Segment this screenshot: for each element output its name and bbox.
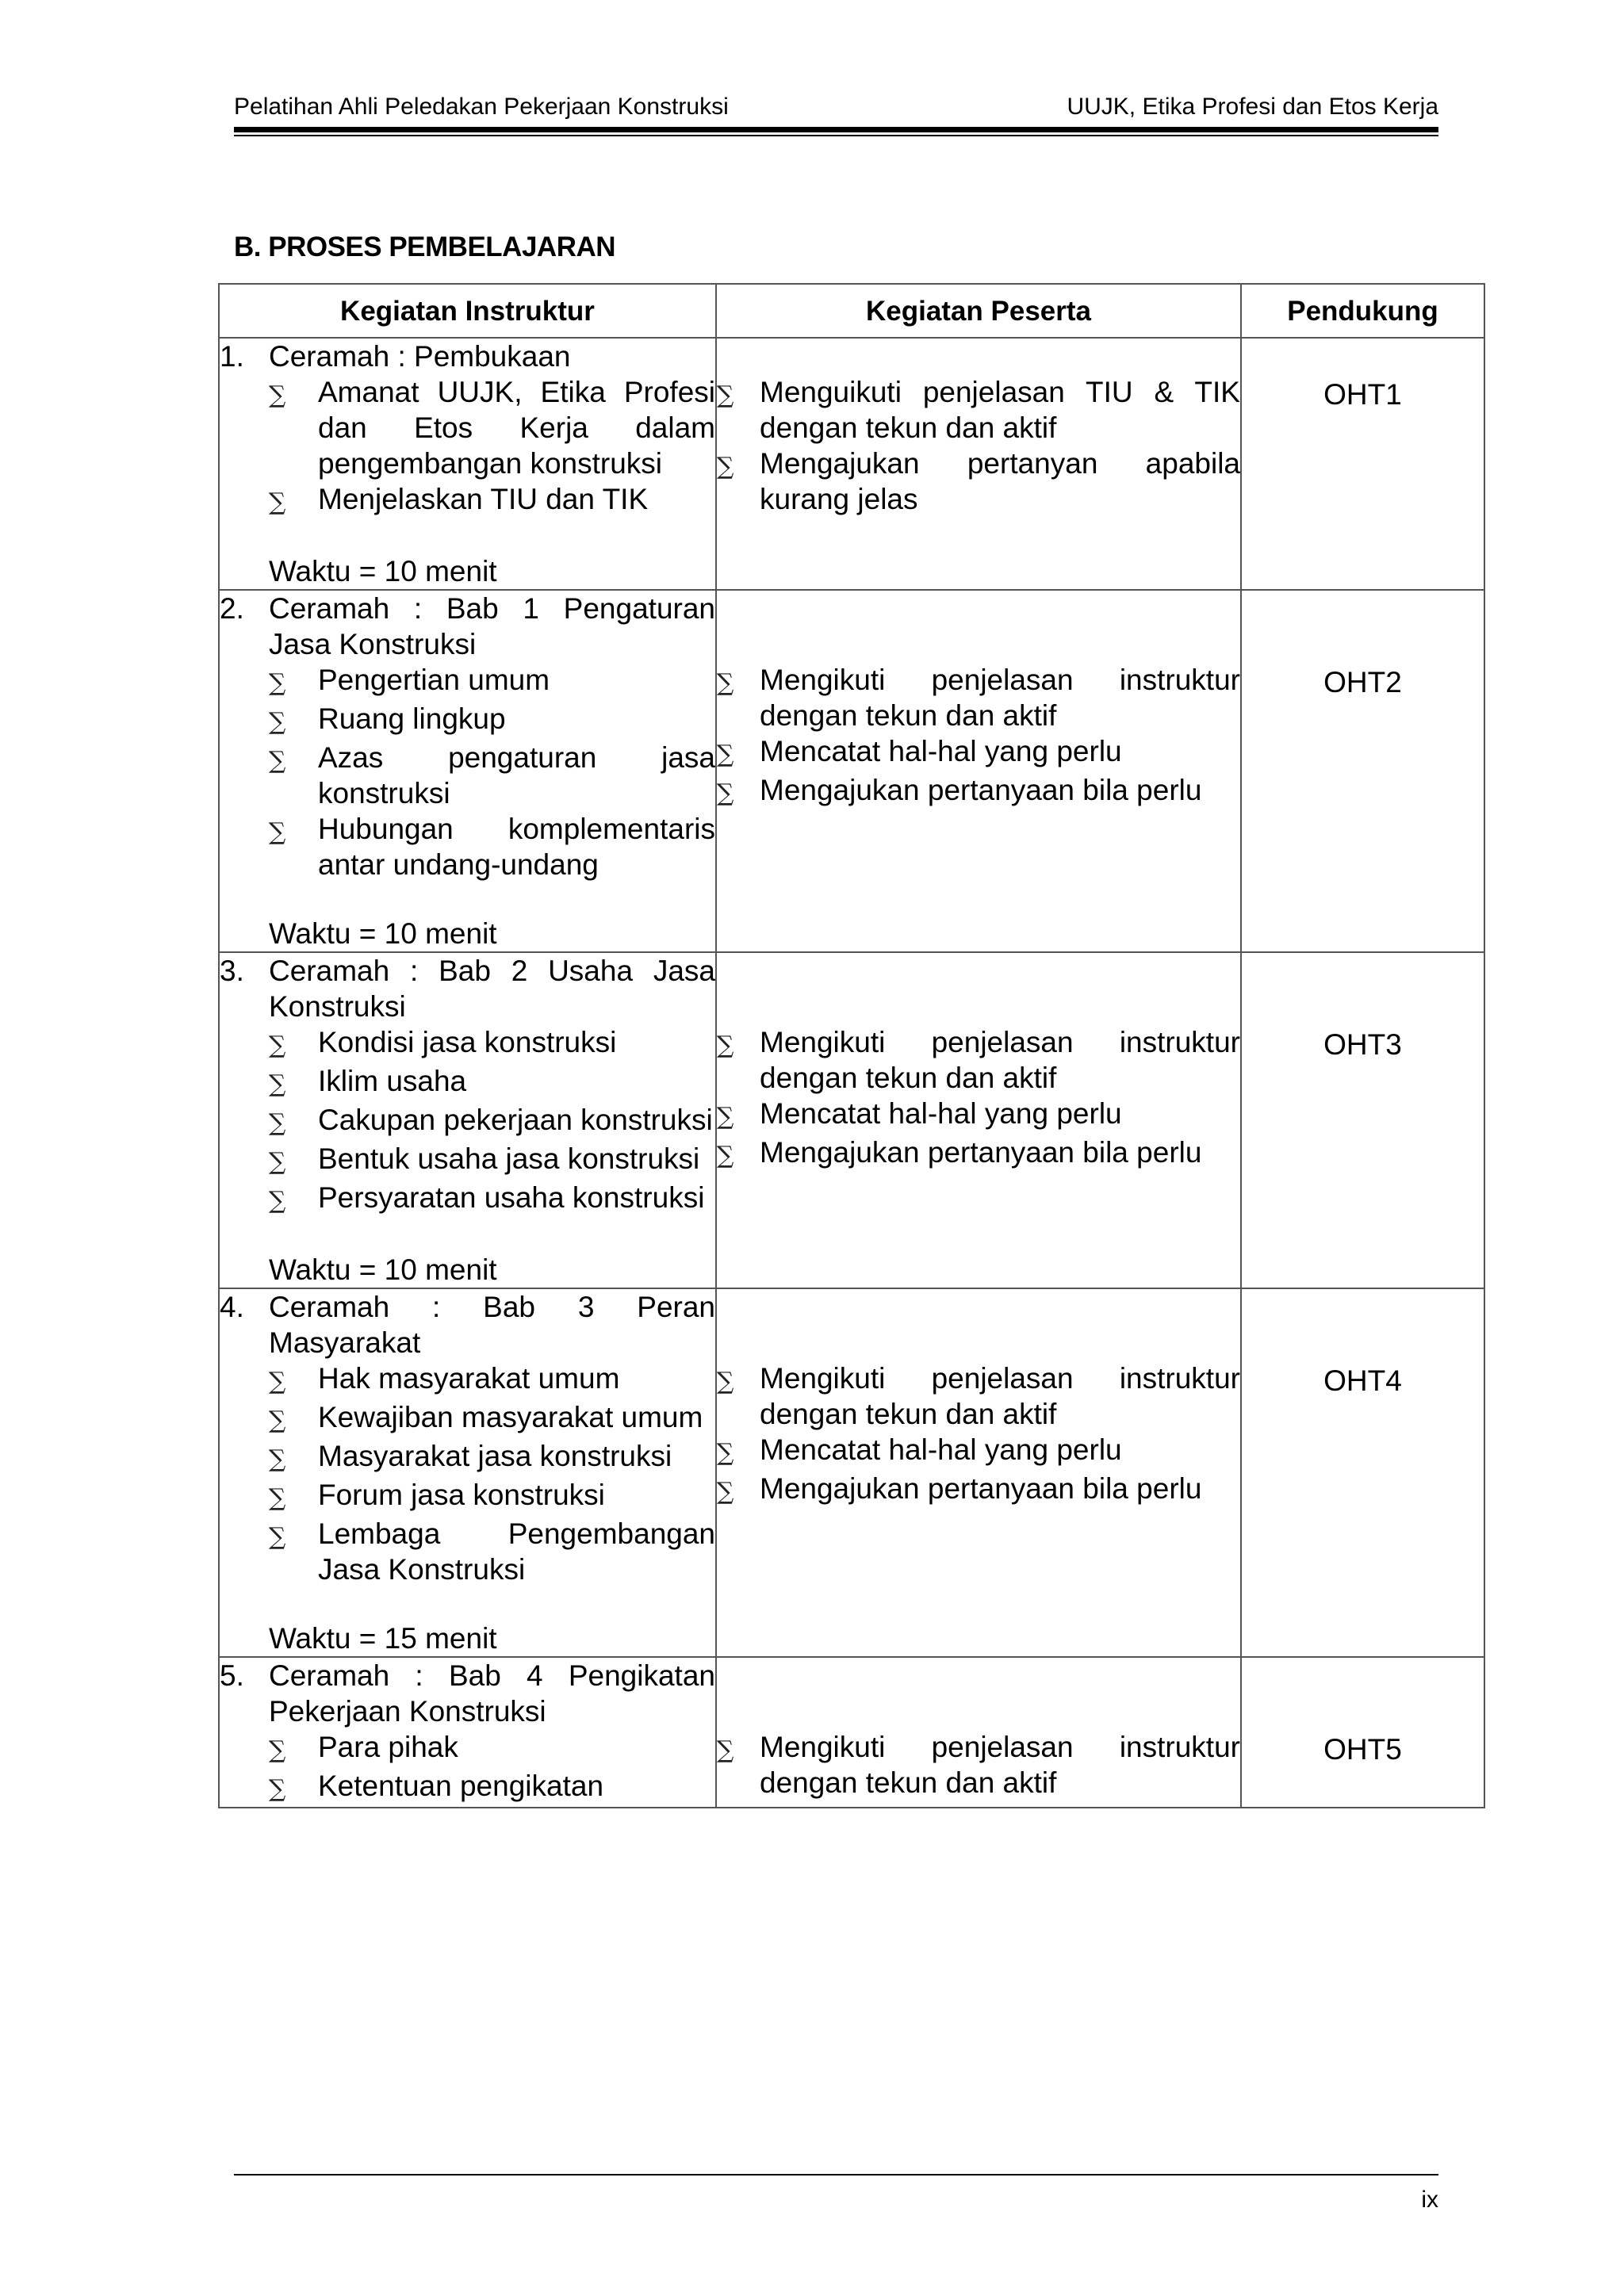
topic-text: Hak masyarakat umum	[318, 1362, 620, 1395]
participant-item	[717, 1471, 1240, 1510]
duration-text: Waktu = 15 menit	[269, 1622, 497, 1655]
cell-pendukung: OHT3	[1241, 952, 1484, 1288]
participant-text: Mencatat hal-hal yang perlu	[760, 1433, 1122, 1466]
topic-item	[269, 1141, 715, 1180]
participant-item	[717, 1096, 1240, 1135]
page-number: ix	[1421, 2187, 1438, 2213]
topic-list	[220, 1360, 715, 1587]
sigma-bullet-icon: ∑	[269, 381, 286, 409]
row-number: 1.	[220, 340, 244, 373]
participant-text: Mengikuti penjelasan instruktur dengan tekun dan aktif	[760, 1731, 1240, 1799]
topic-item	[269, 662, 715, 701]
sigma-bullet-icon: ∑	[269, 488, 286, 516]
participant-list	[717, 1360, 1240, 1510]
table-row	[219, 338, 1484, 590]
cell-pendukung: OHT1	[1241, 338, 1484, 590]
cell-kegiatan-peserta	[716, 1657, 1241, 1808]
topic-item	[269, 1063, 715, 1102]
topic-text: Pengertian umum	[318, 664, 550, 696]
table-row	[219, 952, 1484, 1288]
row-number: 2.	[220, 592, 244, 625]
sigma-bullet-icon: ∑	[269, 747, 286, 775]
topic-list	[220, 1729, 715, 1807]
participant-list	[717, 374, 1240, 517]
row-number: 4.	[220, 1291, 244, 1323]
activity-title: Ceramah : Pembukaan	[269, 340, 571, 373]
table-row	[219, 1288, 1484, 1657]
sigma-bullet-icon: ∑	[269, 1187, 286, 1215]
sigma-bullet-icon: ∑	[269, 1523, 286, 1551]
topic-item	[269, 1729, 715, 1768]
sigma-bullet-icon: ∑	[717, 381, 734, 409]
topic-item	[269, 701, 715, 740]
sigma-bullet-icon: ∑	[269, 1070, 286, 1098]
table-row	[219, 1657, 1484, 1808]
topic-text: Azas pengaturan jasa konstruksi	[318, 741, 715, 809]
activity-heading	[220, 1658, 715, 1729]
topic-text: Iklim usaha	[318, 1065, 467, 1097]
sigma-bullet-icon: ∑	[269, 1484, 286, 1512]
topic-item	[269, 811, 715, 882]
learning-process-table	[218, 283, 1485, 1808]
row-number: 5.	[220, 1659, 244, 1692]
topic-text: Forum jasa konstruksi	[318, 1479, 605, 1511]
topic-text: Menjelaskan TIU dan TIK	[318, 483, 649, 515]
topic-text: Hubungan komplementaris antar undang-undang	[318, 813, 715, 881]
sigma-bullet-icon: ∑	[717, 1439, 734, 1467]
topic-text: Kondisi jasa konstruksi	[318, 1026, 617, 1058]
topic-item	[269, 740, 715, 811]
sigma-bullet-icon: ∑	[717, 740, 734, 768]
participant-item	[717, 662, 1240, 733]
sigma-bullet-icon: ∑	[717, 453, 734, 480]
topic-text: Para pihak	[318, 1731, 458, 1763]
topic-text: Ketentuan pengikatan	[318, 1770, 604, 1802]
participant-item	[717, 1729, 1240, 1800]
participant-text: Mengikuti penjelasan instruktur dengan tekun dan aktif	[760, 664, 1240, 732]
cell-pendukung: OHT4	[1241, 1288, 1484, 1657]
topic-item	[269, 1399, 715, 1438]
participant-text: Mengajukan pertanyaan bila perlu	[760, 1472, 1202, 1505]
cell-kegiatan-peserta	[716, 338, 1241, 590]
activity-title: Ceramah : Bab 1 Pengaturan Jasa Konstruksi	[269, 592, 715, 660]
participant-text: Mengajukan pertanyan apabila kurang jelas	[760, 447, 1240, 515]
topic-text: Lembaga Pengembangan Jasa Konstruksi	[318, 1517, 715, 1586]
col-header-pendukung: Pendukung	[1241, 284, 1484, 338]
topic-list	[220, 662, 715, 882]
participant-text: Menguikuti penjelasan TIU & TIK dengan tekun dan aktif	[760, 376, 1240, 444]
participant-text: Mencatat hal-hal yang perlu	[760, 735, 1122, 767]
sigma-bullet-icon: ∑	[269, 1775, 286, 1803]
sigma-bullet-icon: ∑	[717, 1736, 734, 1764]
participant-item	[717, 1024, 1240, 1096]
table-header-row	[219, 284, 1484, 338]
participant-item	[717, 733, 1240, 772]
topic-item	[269, 1024, 715, 1063]
participant-text: Mengajukan pertanyaan bila perlu	[760, 1136, 1202, 1169]
topic-text: Cakupan pekerjaan konstruksi	[318, 1104, 713, 1136]
participant-item	[717, 1135, 1240, 1173]
topic-text: Masyarakat jasa konstruksi	[318, 1440, 672, 1472]
header-rule-thick	[234, 127, 1438, 132]
topic-item	[269, 1516, 715, 1587]
sigma-bullet-icon: ∑	[717, 779, 734, 807]
sigma-bullet-icon: ∑	[269, 1109, 286, 1137]
participant-text: Mengikuti penjelasan instruktur dengan tekun dan aktif	[760, 1362, 1240, 1430]
participant-text: Mencatat hal-hal yang perlu	[760, 1097, 1122, 1130]
cell-kegiatan-instruktur	[219, 952, 716, 1288]
cell-kegiatan-instruktur	[219, 1288, 716, 1657]
section-title: B. PROSES PEMBELAJARAN	[234, 232, 616, 262]
activity-title: Ceramah : Bab 3 Peran Masyarakat	[269, 1291, 715, 1359]
sigma-bullet-icon: ∑	[269, 1445, 286, 1473]
activity-heading	[220, 339, 715, 374]
duration-text: Waktu = 10 menit	[269, 917, 497, 950]
sigma-bullet-icon: ∑	[717, 1478, 734, 1506]
participant-item	[717, 1360, 1240, 1432]
sigma-bullet-icon: ∑	[269, 708, 286, 736]
table-body	[219, 338, 1484, 1808]
header-rule-thin	[234, 135, 1438, 136]
topic-item	[269, 1102, 715, 1141]
topic-text: Bentuk usaha jasa konstruksi	[318, 1142, 700, 1175]
topic-item	[269, 374, 715, 481]
participant-item	[717, 1432, 1240, 1471]
topic-list	[220, 374, 715, 520]
topic-list	[220, 1024, 715, 1219]
sigma-bullet-icon: ∑	[269, 1406, 286, 1434]
sigma-bullet-icon: ∑	[717, 1103, 734, 1131]
sigma-bullet-icon: ∑	[717, 1031, 734, 1059]
topic-item	[269, 1477, 715, 1516]
cell-pendukung: OHT5	[1241, 1657, 1484, 1808]
participant-text: Mengikuti penjelasan instruktur dengan tekun dan aktif	[760, 1026, 1240, 1094]
sigma-bullet-icon: ∑	[717, 1368, 734, 1395]
sigma-bullet-icon: ∑	[269, 1148, 286, 1176]
sigma-bullet-icon: ∑	[269, 1031, 286, 1059]
cell-kegiatan-instruktur	[219, 338, 716, 590]
cell-kegiatan-peserta	[716, 952, 1241, 1288]
cell-kegiatan-peserta	[716, 1288, 1241, 1657]
sigma-bullet-icon: ∑	[269, 818, 286, 846]
activity-heading	[220, 953, 715, 1024]
participant-item	[717, 374, 1240, 446]
activity-title: Ceramah : Bab 4 Pengikatan Pekerjaan Konstruksi	[269, 1659, 715, 1728]
sigma-bullet-icon: ∑	[717, 669, 734, 697]
table-row	[219, 590, 1484, 952]
participant-item	[717, 446, 1240, 517]
topic-item	[269, 481, 715, 520]
sigma-bullet-icon: ∑	[269, 1736, 286, 1764]
header-course-title: Pelatihan Ahli Peledakan Pekerjaan Konstruksi	[234, 94, 729, 120]
topic-text: Kewajiban masyarakat umum	[318, 1401, 703, 1433]
sigma-bullet-icon: ∑	[717, 1142, 734, 1169]
topic-text: Amanat UUJK, Etika Profesi dan Etos Kerja dalam pengembangan konstruksi	[318, 376, 715, 480]
row-number: 3.	[220, 955, 244, 987]
col-header-peserta: Kegiatan Peserta	[716, 284, 1241, 338]
topic-item	[269, 1180, 715, 1219]
topic-item	[269, 1438, 715, 1477]
cell-kegiatan-instruktur	[219, 590, 716, 952]
cell-kegiatan-instruktur	[219, 1657, 716, 1808]
topic-text: Persyaratan usaha konstruksi	[318, 1181, 705, 1214]
topic-item	[269, 1768, 715, 1807]
cell-kegiatan-peserta	[716, 590, 1241, 952]
participant-list	[717, 1729, 1240, 1800]
participant-list	[717, 1024, 1240, 1173]
participant-text: Mengajukan pertanyaan bila perlu	[760, 774, 1202, 806]
sigma-bullet-icon: ∑	[269, 669, 286, 697]
duration-text: Waktu = 10 menit	[269, 555, 497, 587]
running-header	[234, 94, 1438, 128]
sigma-bullet-icon: ∑	[269, 1368, 286, 1395]
duration-text: Waktu = 10 menit	[269, 1253, 497, 1286]
footer-rule	[234, 2174, 1438, 2175]
activity-heading	[220, 1289, 715, 1360]
participant-list	[717, 662, 1240, 811]
col-header-instruktur: Kegiatan Instruktur	[219, 284, 716, 338]
activity-heading	[220, 591, 715, 662]
activity-title: Ceramah : Bab 2 Usaha Jasa Konstruksi	[269, 955, 715, 1023]
participant-item	[717, 772, 1240, 811]
topic-item	[269, 1360, 715, 1399]
header-module-title: UUJK, Etika Profesi dan Etos Kerja	[1067, 94, 1438, 120]
cell-pendukung: OHT2	[1241, 590, 1484, 952]
topic-text: Ruang lingkup	[318, 702, 506, 735]
